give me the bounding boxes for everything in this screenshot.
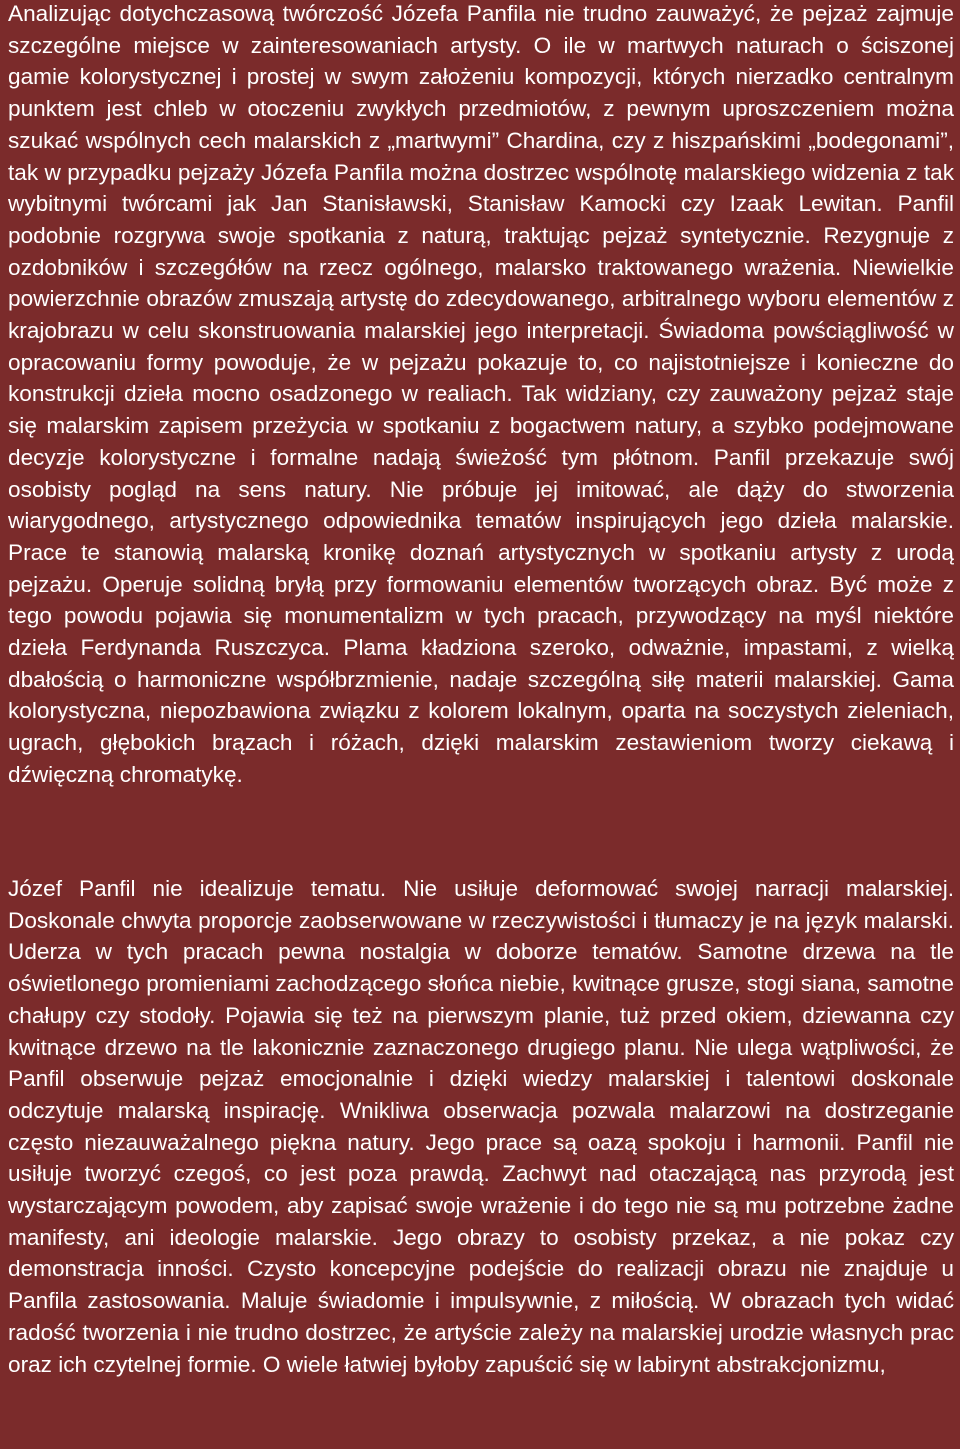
body-paragraph-2: Józef Panfil nie idealizuje tematu. Nie usiłuje deformować swojej narracji malarskiej. Doskonale chwyta proporcje zaobserwowane w rzeczywistości i tłumaczy je na język malarski. Uderza w tych pracach pewna nostalgia w doborze tematów. Samotne drzewa na tle oświetlonego promieniami zachodzącego słońca niebie, kwitnące grusze, stogi siana, samotne chałupy czy stodoły. Pojawia się też na pierwszym planie, tuż przed okiem, dziewanna czy kwitnące drzewo na tle lakonicznie zaznaczonego drugiego planu. Nie ulega wątpliwości, że Panfil obserwuje pejzaż emocjonalnie i dzięki wiedzy malarskiej i talentowi doskonale odczytuje malarską inspirację. Wnikliwa obserwacja pozwala malarzowi na dostrzeganie często niezauważalnego piękna natury. Jego prace są oazą spokoju i harmonii. Panfil nie usiłuje tworzyć czegoś, co jest poza prawdą. Zachwyt nad otaczającą nas przyrodą jest wystarczającym powodem, aby zapisać swoje wrażenie i do tego nie są mu potrzebne żadne manifesty, ani ideologie malarskie. Jego obrazy to osobisty przekaz, a nie pokaz czy demonstracja inności. Czysto koncepcyjne podejście do realizacji obrazu nie znajduje u Panfila zastosowania. Maluje świadomie i impulsywnie, z miłością. W obrazach tych widać radość tworzenia i nie trudno dostrzec, że artyście zależy na malarskiej urodzie własnych prac oraz ich czytelnej formie. O wiele łatwiej byłoby zapuścić się w labirynt abstrakcjonizmu,: [8, 876, 954, 1377]
body-paragraph-1: Analizując dotychczasową twórczość Józefa Panfila nie trudno zauważyć, że pejzaż zajmuje szczególne miejsce w zainteresowaniach artysty. O ile w martwych naturach o ściszonej gamie kolorystycznej i prostej w swym założeniu kompozycji, których nierzadko centralnym punktem jest chleb w otoczeniu zwykłych przedmiotów, z pewnym uproszczeniem można szukać wspólnych cech malarskich z „martwymi” Chardina, czy z hiszpańskimi „bodegonami”, tak w przypadku pejzaży Józefa Panfila można dostrzec wspólnotę malarskiego widzenia z tak wybitnymi twórcami jak Jan Stanisławski, Stanisław Kamocki czy Izaak Lewitan. Panfil podobnie rozgrywa swoje spotkania z naturą, traktując pejzaż syntetycznie. Rezygnuje z ozdobników i szczegółów na rzecz ogólnego, malarsko traktowanego wrażenia. Niewielkie powierzchnie obrazów zmuszają artystę do zdecydowanego, arbitralnego wyboru elementów z krajobrazu w celu skonstruowania malarskiej jego interpretacji. Świadoma powściągliwość w opracowaniu formy powoduje, że w pejzażu pokazuje to, co najistotniejsze i konieczne do konstrukcji dzieła mocno osadzonego w realiach. Tak widziany, czy zauważony pejzaż staje się malarskim zapisem przeżycia w spotkaniu z bogactwem natury, a szybko podejmowane decyzje kolorystyczne i formalne nadają świeżość tym płótnom. Panfil przekazuje swój osobisty pogląd na sens natury. Nie próbuje jej imitować, ale dąży do stworzenia wiarygodnego, artystycznego odpowiednika tematów inspirujących jego dzieła malarskie. Prace te stanowią malarską kronikę doznań artystycznych w spotkaniu artysty z urodą pejzażu. Operuje solidną bryłą przy formowaniu elementów tworzących obraz. Być może z tego powodu pojawia się monumentalizm w tych pracach, przywodzący na myśl niektóre dzieła Ferdynanda Ruszczyca. Plama kładziona szeroko, odważnie, impastami, z wielką dbałością o harmoniczne współbrzmienie, nadaje szczególną siłę materii malarskiej. Gama kolorystyczna, niepozbawiona związku z kolorem lokalnym, oparta na soczystych zieleniach, ugrach, głębokich brązach i różach, dzięki malarskim zestawieniom tworzy ciekawą i dźwięczną chromatykę.: [8, 1, 954, 787]
